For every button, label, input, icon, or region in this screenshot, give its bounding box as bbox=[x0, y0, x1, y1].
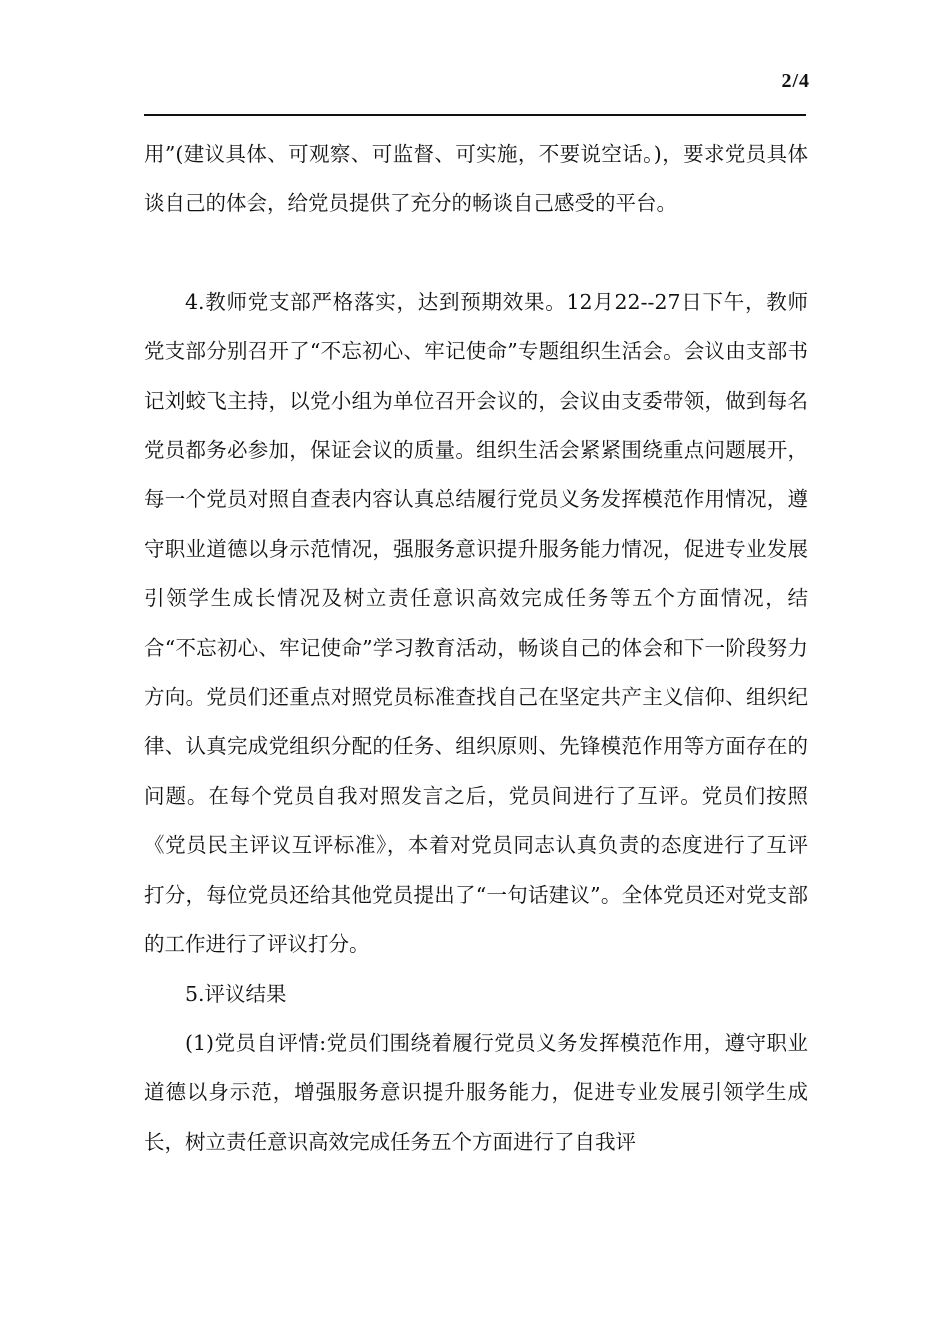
section-heading-results: 5.评议结果 bbox=[185, 981, 287, 1006]
paragraph-teacher-branch: 4.教师党支部严格落实，达到预期效果。12月22--27日下午，教师党支部分别召开了“不忘初心、牢记使命”专题组织生活会。会议由支部书记刘蛟飞主持，以党小组为单位召开会议的，会议由支委带领，做到每名党员都务必参加，保证会议的质量。组织生活会紧紧围绕重点问题展开，每一个党员对照自查表内容认真总结履行党员义务发挥模范作用情况，遵守职业道德以身示范情况，强服务意识提升服务能力情况，促进专业发展引领学生成长情况及树立责任意识高效完成任务等五个方面情况，结合“不忘初心、牢记使命”学习教育活动，畅谈自己的体会和下一阶段努力方向。党员们还重点对照党员标准查找自己在坚定共产主义信仰、组织纪律、认真完成党组织分配的任务、组织原则、先锋模范作用等方面存在的问题。在每个党员自我对照发言之后，党员间进行了互评。党员们按照《党员民主评议互评标准》，本着对党员同志认真负责的态度进行了互评打分，每位党员还给其他党员提出了“一句话建议”。全体党员还对党支部的工作进行了评议打分。 bbox=[144, 289, 808, 957]
paragraph-continued: 用”(建议具体、可观察、可监督、可实施，不要说空话。)，要求党员具体谈自己的体会，给党员提供了充分的畅谈自己感受的平台。 bbox=[144, 142, 808, 216]
page-number: 2/4 bbox=[781, 70, 810, 92]
paragraph-self-evaluation: (1)党员自评情:党员们围绕着履行党员义务发挥模范作用，遵守职业道德以身示范，增强服务意识提升服务能力，促进专业发展引领学生成长，树立责任意识高效完成任务五个方面进行了自我评 bbox=[144, 1030, 808, 1154]
document-body bbox=[144, 130, 808, 1167]
header-divider bbox=[144, 114, 806, 116]
